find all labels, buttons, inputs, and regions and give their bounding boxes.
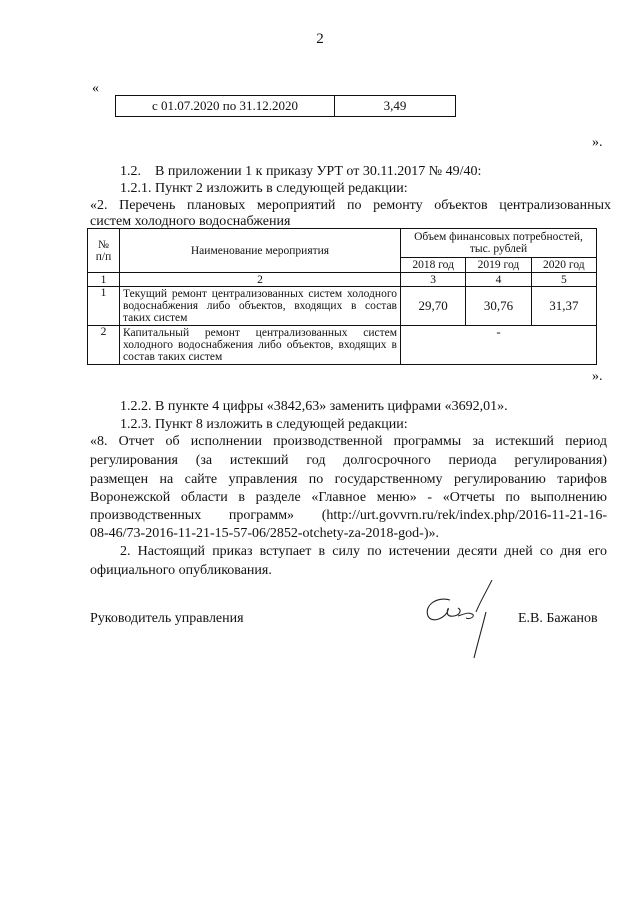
item8-line: регулирования (за истекший год долгосрочного периода регулирования) (90, 453, 607, 468)
item8-line: размещен на сайте управления по государственному регулированию тарифов (90, 472, 607, 487)
item2-effective-line: официального опубликования. (90, 563, 272, 578)
row-num: 2 (88, 326, 120, 365)
table-row (88, 287, 597, 326)
handwritten-signature (406, 572, 516, 662)
item2-title-line-1: «2. Перечень плановых мероприятий по ремонту объектов централизованных (90, 198, 611, 213)
page-number: 2 (316, 31, 324, 47)
value-2018: 29,70 (401, 287, 466, 326)
year-2020: 2020 год (531, 258, 596, 273)
colnum: 2 (120, 273, 401, 287)
colnum: 4 (466, 273, 531, 287)
item2-title-line-2: систем холодного водоснабжения (90, 214, 291, 229)
header-num: № п/п (88, 229, 120, 273)
header-name: Наименование мероприятия (120, 229, 401, 273)
table-row (88, 326, 597, 365)
value-2020: 31,37 (531, 287, 596, 326)
header-volume: Объем финансовых потребностей, тыс. рублей (401, 229, 597, 258)
value-dash: - (401, 326, 597, 365)
row-num: 1 (88, 287, 120, 326)
colnum: 3 (401, 273, 466, 287)
tariff-table (115, 95, 456, 117)
clause-1-2-3: 1.2.3. Пункт 8 изложить в следующей редакции: (120, 417, 408, 432)
table-row (116, 96, 456, 117)
repair-plan-table (87, 228, 597, 365)
item8-line: производственных программ» (http://urt.govvrn.ru/rek/index.php/2016-11-21-16- (90, 508, 607, 523)
tariff-value: 3,49 (335, 96, 456, 117)
signatory-name: Е.В. Бажанов (518, 611, 598, 626)
tariff-period: с 01.07.2020 по 31.12.2020 (116, 96, 335, 117)
value-2019: 30,76 (466, 287, 531, 326)
open-quote: « (92, 81, 99, 96)
close-quote-2: ». (592, 369, 603, 384)
colnum: 5 (531, 273, 596, 287)
table-header-row (88, 229, 597, 258)
clause-1-2-2: 1.2.2. В пункте 4 цифры «3842,63» заменить цифрами «3692,01». (120, 399, 508, 414)
row-name: Текущий ремонт централизованных систем холодного водоснабжения либо объектов, входящих в состав таких систем (120, 287, 401, 326)
item8-line: Воронежской области в разделе «Главное меню» - «Отчеты по выполнению (90, 490, 607, 505)
table-colnum-row (88, 273, 597, 287)
year-2019: 2019 год (466, 258, 531, 273)
clause-1-2: 1.2. В приложении 1 к приказу УРТ от 30.11.2017 № 49/40: (120, 164, 482, 179)
item8-line: 08-46/73-2016-11-21-15-57-06/2852-otchety-za-2018-god-)». (90, 526, 440, 541)
close-quote-1: ». (592, 135, 603, 150)
row-name: Капитальный ремонт централизованных систем холодного водоснабжения либо объектов, входящих в состав таких систем (120, 326, 401, 365)
year-2018: 2018 год (401, 258, 466, 273)
item2-effective-line: 2. Настоящий приказ вступает в силу по истечении десяти дней со дня его (120, 544, 607, 559)
clause-1-2-1: 1.2.1. Пункт 2 изложить в следующей редакции: (120, 181, 408, 196)
item8-line: «8. Отчет об исполнении производственной программы за истекший период (90, 434, 607, 449)
signatory-title: Руководитель управления (90, 611, 244, 626)
colnum: 1 (88, 273, 120, 287)
